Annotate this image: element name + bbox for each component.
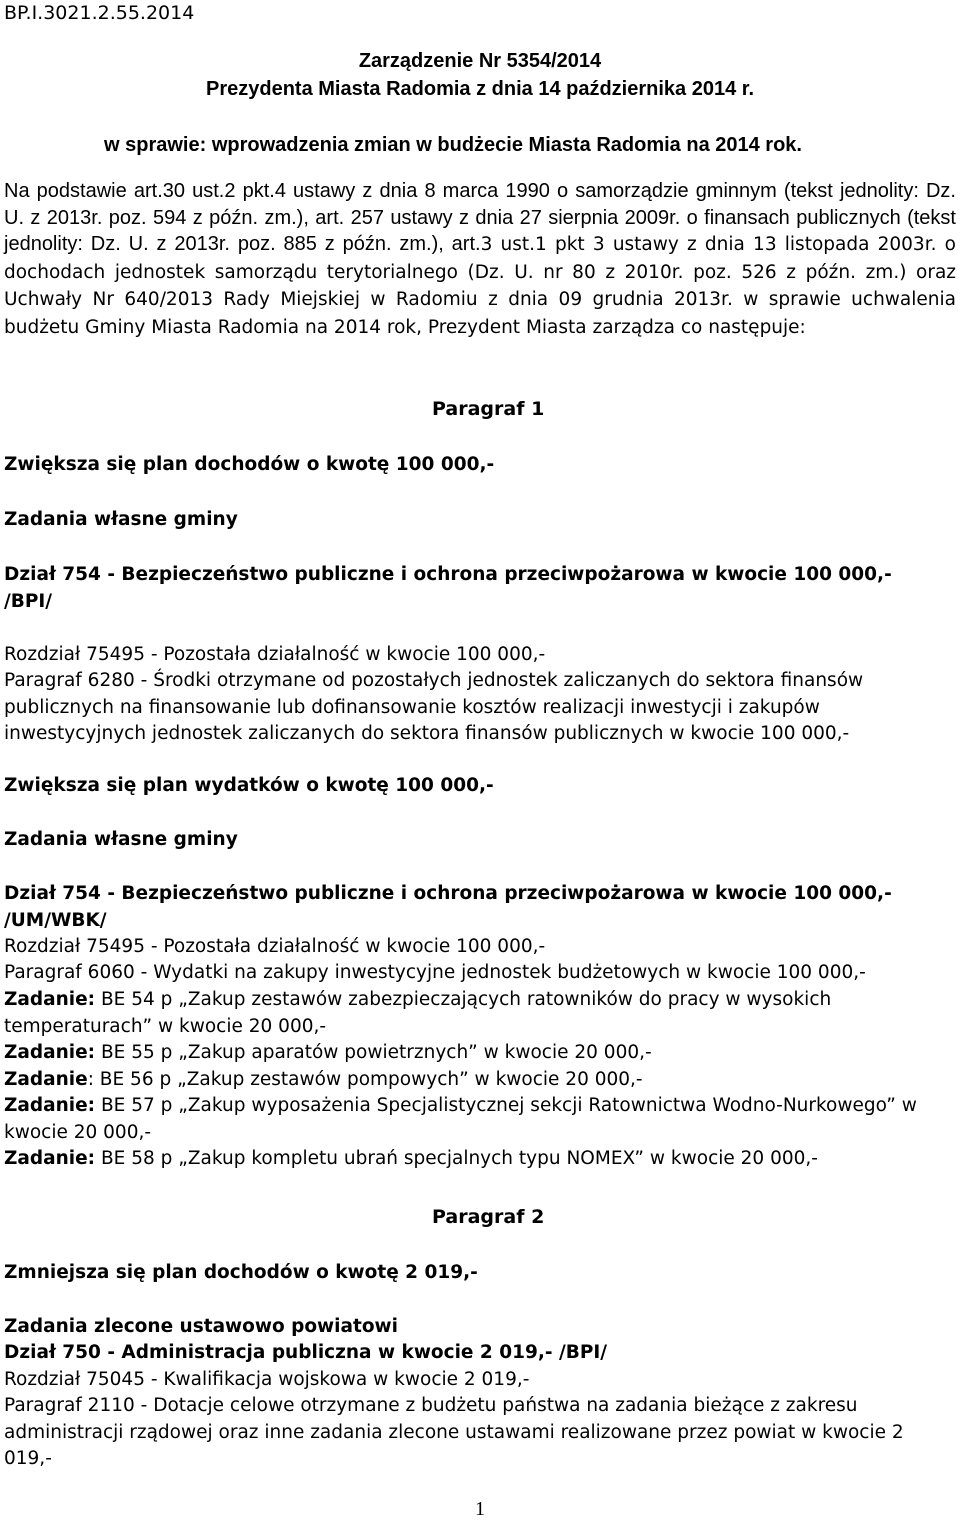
income-decrease-heading: Zmniejsza się plan dochodów o kwotę 2 019,- [4, 1262, 478, 1283]
rozdzial-75495-expense: Rozdział 75495 - Pozostała działalność w kwocie 100 000,- [4, 936, 546, 957]
legal-basis-paragraph [4, 178, 956, 341]
task-label: Zadanie: [4, 989, 96, 1010]
document-issuer: Prezydenta Miasta Radomia z dnia 14 października 2014 r. [206, 78, 754, 100]
own-tasks-heading-2: Zadania własne gminy [4, 829, 238, 850]
legal-basis-part-2: 3 ust.1 pkt 3 ustawy z dnia 13 listopada 2003r. o dochodach jednostek samorządu terytorialnego (Dz. U. nr 80 z 2010r. poz. 526 z późn. zm.) oraz Uchwały Nr 640/2013 Rady Miejskiej w Radomiu z dnia 09 grudnia 2013r. w sprawie uchwalenia budżetu Gminy Miasta Radomia na 2014 rok, Prezydent Miasta zarządza co następuje: [4, 234, 956, 338]
task-item [4, 1093, 956, 1146]
task-label: Zadanie: [4, 1148, 96, 1169]
task-text: BE 58 p „Zakup kompletu ubrań specjalnych typu NOMEX” w kwocie 20 000,- [95, 1148, 818, 1169]
task-text: : BE 56 p „Zakup zestawów pompowych” w kwocie 20 000,- [87, 1068, 643, 1090]
commissioned-tasks-heading: Zadania zlecone ustawowo powiatowi [4, 1316, 398, 1337]
dzial-750: Dział 750 - Administracja publiczna w kwocie 2 019,- /BPI/ [4, 1342, 608, 1363]
task-label: Zadanie: [4, 1042, 96, 1063]
paragraf-1-heading: Paragraf 1 [432, 398, 545, 420]
task-item [4, 1067, 956, 1094]
paragraf-6060: Paragraf 6060 - Wydatki na zakupy inwestycyjne jednostek budżetowych w kwocie 100 000,- [4, 962, 866, 983]
dzial-754-expense: Dział 754 - Bezpieczeństwo publiczne i ochrona przeciwpożarowa w kwocie 100 000,- /UM/WBK/ [4, 883, 892, 931]
page-number: 1 [475, 1498, 485, 1520]
paragraf-2-heading: Paragraf 2 [432, 1206, 545, 1228]
task-item [4, 1040, 956, 1067]
document-reference: BP.I.3021.2.55.2014 [4, 2, 195, 24]
task-text: BE 57 p „Zakup wyposażenia Specjalistycznej sekcji Ratownictwa Wodno-Nurkowego” w kwocie 20 000,- [4, 1095, 917, 1143]
task-text: BE 55 p „Zakup aparatów powietrznych” w kwocie 20 000,- [95, 1042, 652, 1063]
task-item [4, 987, 956, 1040]
dzial-754-income: Dział 754 - Bezpieczeństwo publiczne i ochrona przeciwpożarowa w kwocie 100 000,- /BPI/ [4, 564, 892, 612]
rozdzial-75495-income: Rozdział 75495 - Pozostała działalność w kwocie 100 000,- [4, 644, 546, 665]
document-title: Zarządzenie Nr 5354/2014 [358, 50, 602, 72]
income-increase-heading: Zwiększa się plan dochodów o kwotę 100 000,- [4, 454, 495, 475]
task-label: Zadanie [4, 1068, 88, 1090]
legal-basis-part-1: Na podstawie art.30 ust.2 pkt.4 ustawy z dnia 8 marca 1990 o samorządzie gminnym (tekst jednolity: Dz. U. z 2013r. poz. 594 z późn. zm.), art. 257 ustawy z dnia 27 sierpnia 2009r. o finansach publicznych (tekst jednolity: Dz. U. z 2013r. poz. 885 z późn. zm.), art. [4, 180, 956, 255]
rozdzial-75045: Rozdział 75045 - Kwalifikacja wojskowa w kwocie 2 019,- [4, 1369, 530, 1390]
task-label: Zadanie: [4, 1095, 96, 1116]
tasks-list [4, 987, 956, 1173]
paragraf-6280: Paragraf 6280 - Środki otrzymane od pozostałych jednostek zaliczanych do sektora finansów publicznych na finansowanie lub dofinansowanie kosztów realizacji inwestycji i zakupów inwestycyjnych jednostek zaliczanych do sektora finansów publicznych w kwocie 100 000,- [4, 670, 864, 744]
task-text: BE 54 p „Zakup zestawów zabezpieczających ratowników do pracy w wysokich temperaturach” w kwocie 20 000,- [4, 989, 832, 1037]
document-subject: w sprawie: wprowadzenia zmian w budżecie Miasta Radomia na 2014 rok. [104, 134, 802, 156]
paragraf-2110: Paragraf 2110 - Dotacje celowe otrzymane z budżetu państwa na zadania bieżące z zakresu administracji rządowej oraz inne zadania zlecone ustawami realizowane przez powiat w kwocie 2 019,- [4, 1395, 904, 1469]
task-item [4, 1146, 956, 1173]
expense-increase-heading: Zwiększa się plan wydatków o kwotę 100 000,- [4, 775, 494, 796]
own-tasks-heading: Zadania własne gminy [4, 509, 238, 530]
